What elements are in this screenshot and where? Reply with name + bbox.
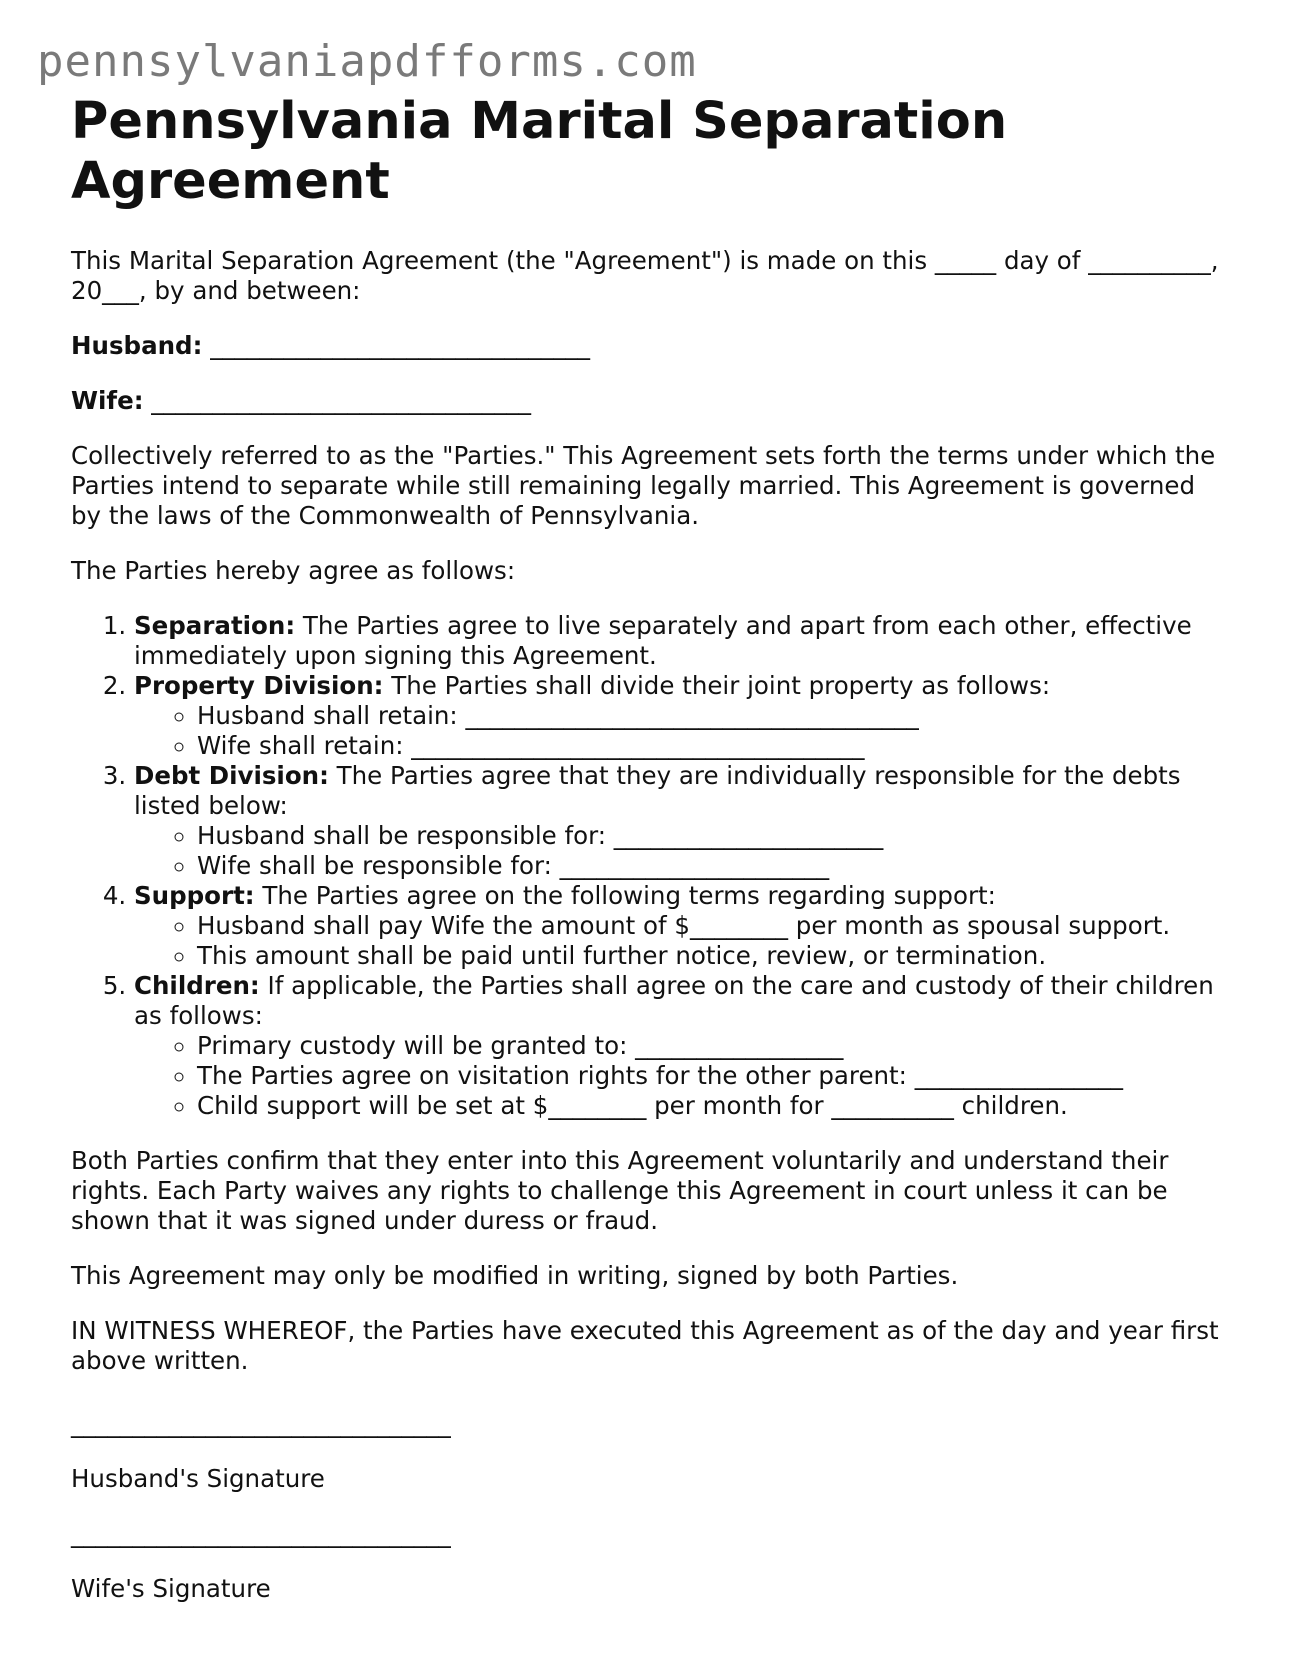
term-text: The Parties agree that they are individually responsible for the debts listed below: — [134, 761, 1181, 820]
husband-line — [71, 331, 1231, 361]
husband-label: Husband: — [71, 331, 203, 360]
children-sublist — [134, 1031, 1231, 1121]
collective-paragraph: Collectively referred to as the "Parties." This Agreement sets forth the terms under which the Parties intend to separate while still remaining legally married. This Agreement is governed by the laws of the Commonwealth of Pennsylvania. — [71, 441, 1216, 530]
list-item: ◦ Primary custody will be granted to: _________________ — [197, 1031, 1231, 1061]
term-support — [134, 881, 1231, 971]
term-children — [134, 971, 1231, 1121]
term-separation — [134, 611, 1231, 671]
list-item: ◦ This amount shall be paid until further notice, review, or termination. — [197, 941, 1231, 971]
list-item: ◦ The Parties agree on visitation rights for the other parent: _________________ — [197, 1061, 1231, 1091]
support-sublist — [134, 911, 1231, 971]
watermark: pennsylvaniapdfforms.com — [37, 36, 697, 87]
list-item: ◦ Wife shall retain: _____________________________________ — [197, 731, 1231, 761]
hereby-paragraph: The Parties hereby agree as follows: — [71, 556, 516, 585]
voluntary-paragraph: Both Parties confirm that they enter into this Agreement voluntarily and understand their rights. Each Party waives any rights to challenge this Agreement in court unless it can be shown that it was signed under duress or fraud. — [71, 1146, 1169, 1235]
wife-line — [71, 386, 1231, 416]
wife-signature-line[interactable]: _______________________________ — [71, 1519, 451, 1548]
witness-paragraph: IN WITNESS WHEREOF, the Parties have executed this Agreement as of the day and year first above written. — [71, 1316, 1219, 1375]
wife-label: Wife: — [71, 386, 144, 415]
modification-paragraph: This Agreement may only be modified in writing, signed by both Parties. — [71, 1261, 959, 1290]
wife-signature-label: Wife's Signature — [71, 1574, 271, 1603]
terms-list — [71, 611, 1231, 1121]
debt-sublist — [134, 821, 1231, 881]
list-item: ◦ Husband shall pay Wife the amount of $________ per month as spousal support. — [197, 911, 1231, 941]
page-title: Pennsylvania Marital Separation Agreement — [71, 92, 1008, 211]
husband-blank[interactable]: _______________________________ — [210, 331, 590, 360]
intro-paragraph: This Marital Separation Agreement (the "Agreement") is made on this _____ day of __________, 20___, by and between: — [71, 246, 1219, 305]
property-sublist — [134, 701, 1231, 761]
list-item: ◦ Wife shall be responsible for: ______________________ — [197, 851, 1231, 881]
term-text: The Parties agree on the following terms regarding support: — [254, 881, 996, 910]
wife-blank[interactable]: _______________________________ — [151, 386, 532, 415]
document-page — [71, 92, 1231, 1604]
term-heading: Property Division: — [134, 671, 384, 700]
list-item: ◦ Husband shall retain: _____________________________________ — [197, 701, 1231, 731]
term-heading: Support: — [134, 881, 255, 910]
term-text: The Parties agree to live separately and apart from each other, effective immediately upon signing this Agreement. — [134, 611, 1192, 670]
term-heading: Children: — [134, 971, 260, 1000]
term-text: The Parties shall divide their joint property as follows: — [383, 671, 1051, 700]
term-heading: Separation: — [134, 611, 296, 640]
husband-signature-label: Husband's Signature — [71, 1464, 325, 1493]
term-heading: Debt Division: — [134, 761, 329, 790]
term-debt-division — [134, 761, 1231, 881]
term-property-division — [134, 671, 1231, 761]
term-text: If applicable, the Parties shall agree on the care and custody of their children as follows: — [134, 971, 1214, 1030]
list-item: ◦ Child support will be set at $________ per month for __________ children. — [197, 1091, 1231, 1121]
list-item: ◦ Husband shall be responsible for: ______________________ — [197, 821, 1231, 851]
husband-signature-line[interactable]: _______________________________ — [71, 1409, 451, 1438]
